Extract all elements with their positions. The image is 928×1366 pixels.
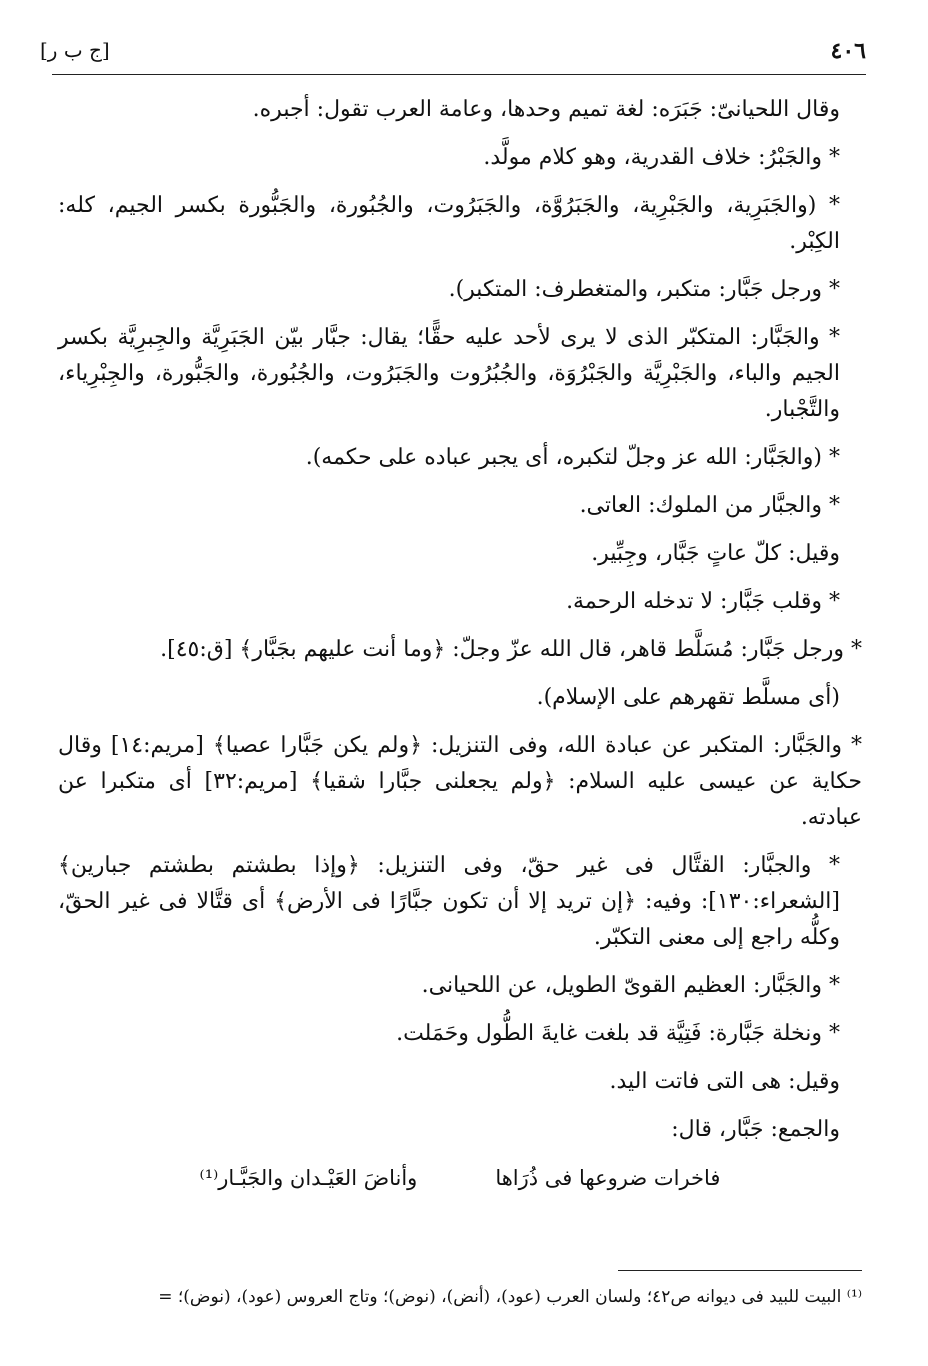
- paragraph: * (والجَبَرِية، والجَبْرِية، والجَبَرُوَّة، والجَبَرُوت، والجُبُورة، والجَبُّورة بكسر الجيم، كله: الكِبْر.: [58, 193, 840, 254]
- paragraph: والجمع: جَبَّار، قال:: [671, 1117, 840, 1142]
- paragraph: * والجبَّار: القتَّال فى غير حقّ، وفى التنزيل: ﴿وإذا بطشتم بطشتم جبارين﴾ [الشعراء:١٣٠]: وفيه: ﴿إن تريد إلا أن تكون جبَّارًا فى الأرض﴾ أى قتَّالا فى غير الحقّ، وكلُّه راجع إلى معنى التكبّر.: [58, 853, 840, 950]
- page-number: ٤٠٦: [830, 38, 866, 64]
- paragraph: * ورجل جَبَّار: متكبر، والمتغطرف: المتكبر).: [448, 277, 840, 302]
- paragraph: * وقلب جَبَّار: لا تدخله الرحمة.: [566, 589, 840, 614]
- verse-second-hemistich: وأناضَ العَيْـدان والجَبَّـار⁽¹⁾: [199, 1166, 418, 1190]
- paragraph: * والجَبْرُ: خلاف القدرية، وهو كلام مولَّد.: [483, 145, 840, 170]
- poetry-verse: [58, 1160, 862, 1196]
- paragraph: * والجَبَّار: المتكبّر الذى لا يرى لأحد عليه حقًّا؛ يقال: جبَّار بيّن الجَبَرِيَّة والجِبرِيَّة بكسر الجيم والباء، والجَبْرِيَّة والجَبْرُوَة، والجُبُرُوت والجَبَرُوت، والجُبُورة، والجَبُّورة، والجِبْرِياء، والتَّجْبار.: [58, 325, 840, 422]
- footnote-rule: [618, 1270, 862, 1271]
- page-body: [58, 92, 862, 1196]
- page-header: [40, 38, 866, 72]
- paragraph: (أى مسلَّط تقهرهم على الإسلام).: [536, 685, 840, 710]
- paragraph: * والجبَّار من الملوك: العاتى.: [579, 493, 840, 518]
- paragraph: وقال اللحيانىّ: جَبَرَه: لغة تميم وحدها، وعامة العرب تقول: أجبره.: [252, 97, 840, 122]
- paragraph: * ورجل جَبَّار: مُسَلَّط قاهر، قال الله عزّ وجلّ: ﴿وما أنت عليهم بجَبَّار﴾ [ق:٤٥].: [160, 637, 862, 662]
- root-label: [ج ب ر]: [40, 38, 110, 62]
- paragraph: * ونخلة جَبَّارة: فَتِيَّة قد بلغت غايةَ الطُّول وحَمَلت.: [396, 1021, 840, 1046]
- paragraph: وقيل: هى التى فاتت اليد.: [609, 1069, 840, 1094]
- verse-first-hemistich: فاخرات ضروعها فى ذُرَاها: [495, 1166, 721, 1190]
- header-rule: [52, 74, 866, 75]
- paragraph: * والجَبَّار: العظيم القوىّ الطويل، عن اللحيانى.: [421, 973, 840, 998]
- paragraph: * والجَبَّار: المتكبر عن عبادة الله، وفى التنزيل: ﴿ولم يكن جَبَّارا عصيا﴾ [مريم:١٤] وقال حكاية عن عيسى عليه السلام: ﴿ولم يجعلنى جبَّارا شقيا﴾ [مريم:٣٢] أى متكبرا عن عبادته.: [58, 733, 863, 830]
- footnote: ⁽¹⁾ البيت للبيد فى ديوانه ص٤٢؛ ولسان العرب (عود)، (أنض)، (نوض)؛ وتاج العروس (عود)، (نوض)؛ =: [158, 1287, 862, 1307]
- paragraph: وقيل: كلّ عاتٍ جَبَّار، وجِبِّير.: [591, 541, 840, 566]
- paragraph: * (والجَبَّار: الله عز وجلّ لتكبره، أى يجبر عباده على حكمه).: [305, 445, 840, 470]
